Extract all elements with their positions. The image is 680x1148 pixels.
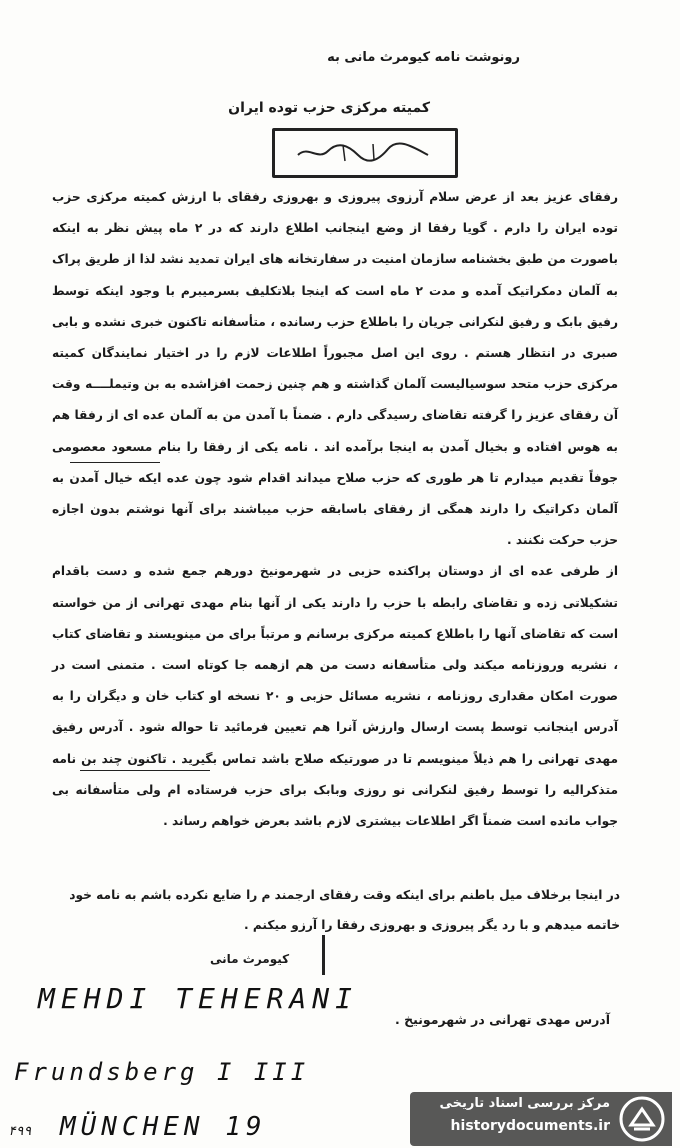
underline-2 — [80, 770, 210, 771]
addressee-line — [228, 100, 430, 116]
underline-1 — [70, 462, 160, 463]
stamp-box — [272, 128, 458, 178]
address-persian — [395, 1012, 610, 1027]
stamp-scribble-icon — [293, 141, 433, 163]
watermark-banner — [410, 1092, 672, 1146]
address-fa-text: آدرس مهدی تهرانی در شهرمونیخ . — [395, 1012, 610, 1027]
cc-text: رونوشت نامه کیومرث مانی به — [327, 50, 520, 65]
signature-box — [322, 935, 455, 975]
closing-paragraph — [60, 880, 620, 940]
letter-body — [52, 182, 618, 837]
archive-logo-icon — [618, 1095, 666, 1143]
addressee-text: کمیته مرکزی حزب توده ایران — [228, 100, 430, 116]
signature-text: کیومرث مانی — [210, 952, 290, 966]
handwritten-city: MÜNCHEN 19 — [60, 1112, 267, 1142]
watermark-url: historydocuments.ir — [450, 1118, 610, 1134]
paragraph-1: رفقای عزیز بعد از عرض سلام آرزوی پیروزی و بهروزی رفقای با ارزش کمیته مرکزی حزب توده ایران را دارم . گویا رفقا از وضع اینجانب اطلاع دارند که در ۲ ماه پیش نظر به اینکه باصورت من طبق بخشنامه سازمان امنیت در سفارتخانه های ایران تمدید نشد لذا از طریق پراک به آلمان دمکراتیک آمده و مدت ۲ ماه است که اینجا بلاتکلیف بسرمیبرم با وجود اینکه توسط رفیق بابک و رفیق لنکرانی جریان را باطلاع حزب رسانده ، متأسفانه تاکنون خبری نشده و بابی صبری در انتظار هستم . روی این اصل مجبوراً اطلاعات لازم را در اختیار نمایندگان کمیته مرکزی حزب متحد سوسیالیست آلمان گذاشته و هم چنین زحمت افزاشده به بن وتیملــــه وقت آن رفقای عزیز را گرفته تقاضای رسیدگی دارم . ضمناً با آمدن من به آلمان عده ای از رفقا هم به هوس افتاده و بخیال آمدن به اینجا برآمده اند . نامه یکی از رفقا را بنام مسعود معصومی جوفاً تقدیم میدارم تا هر طوری که حزب صلاح میداند اقدام شود چون عده ایکه خیال آمدن به آلمان دکراتیک را دارند همگی از رفقای باسابقه حزب میباشند برای آنها نوشتم بدون اجازه حزب حرکت نکنند . — [52, 190, 619, 548]
handwritten-number: ۴۹۹ — [8, 1124, 32, 1139]
copy-recipient-line — [327, 50, 520, 65]
paragraph-2: از طرفی عده ای از دوستان پراکنده حزبی در شهرمونیخ دورهم جمع شده و دست باقدام تشکیلاتی زده و تقاضای رابطه با حزب را دارند یکی از آنها بنام مهدی تهرانی از من خواسته است که تقاضای آنها را باطلاع کمیته مرکزی برسانم و مرتباً برای من مینویسند و تقاضای کتاب ، نشریه وروزنامه میکند ولی متأسفانه دست من هم ازهمه جا کوتاه است . متمنی است در صورت امکان مقداری روزنامه ، نشریه مسائل حزبی و ۲۰ نسخه او کتاب خان و دیگران را به آدرس اینجانب توسط پست ارسال وارزش آنرا هم تعیین فرمائید تا حواله شود . آدرس رفیق مهدی تهرانی را هم ذیلاً مینویسم تا در صورتیکه صلاح باشد تماس بگیرید . تاکنون چند بن نامه متذکرالیه را توسط رفیق لنکرانی نو روزی وبابک برای حزب فرستاده ام ولی متأسفانه بی جواب مانده است ضمناً اگر اطلاعات بیشتری لازم باشد بعرض خواهم رساند . — [52, 564, 618, 829]
handwritten-name: MEHDI TEHERANI — [38, 982, 359, 1015]
handwritten-street: Frundsberg I III — [14, 1058, 310, 1086]
signature-name — [210, 952, 289, 966]
watermark-org: مرکز بررسی اسناد تاریخی — [439, 1096, 610, 1111]
closing-text: در اینجا برخلاف میل باطنم برای اینکه وقت رفقای ارجمند م را ضایع نکرده باشم به نامه خود خاتمه میدهم و با رد یگر پیروزی و بهروزی رفقا را آرزو میکنم . — [69, 888, 620, 932]
